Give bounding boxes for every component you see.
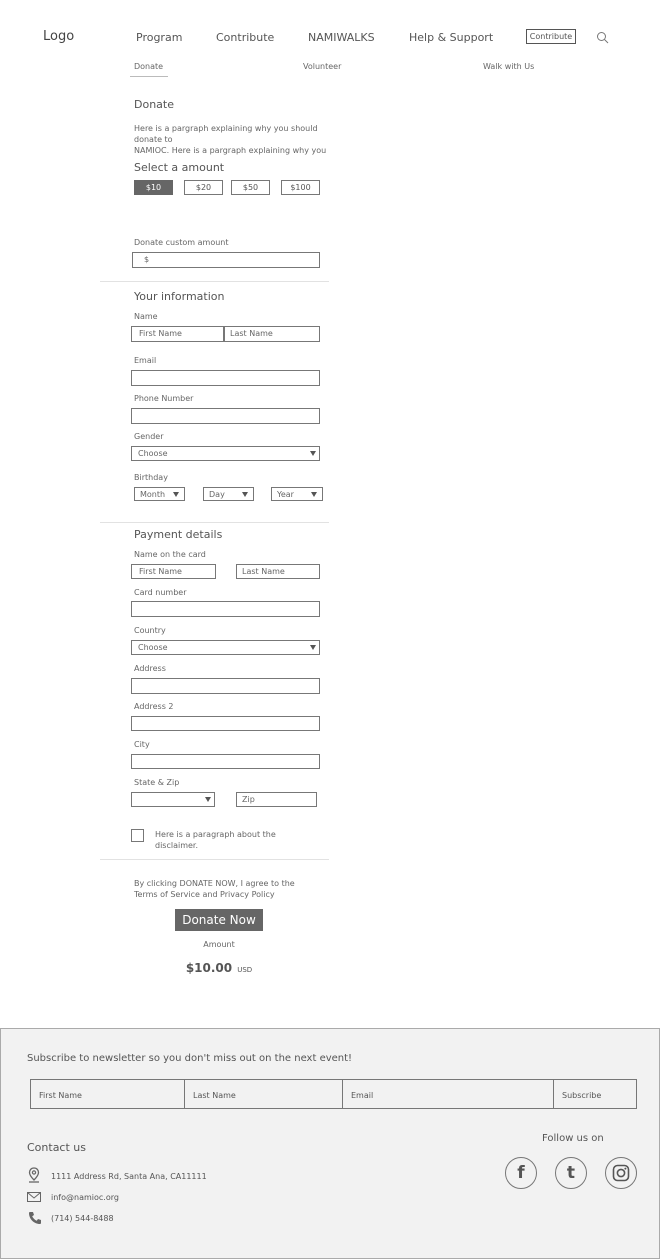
contribute-button[interactable]: Contribute <box>526 29 576 44</box>
disclaimer-checkbox[interactable] <box>131 829 144 842</box>
subnav-active-underline <box>130 76 168 77</box>
country-chevron-down-icon <box>310 645 316 650</box>
donate-paragraph-line-2: donate to <box>134 135 173 144</box>
donate-paragraph-line-1: Here is a pargraph explaining why you should <box>134 124 318 133</box>
phone-label: Phone Number <box>134 394 194 403</box>
address2-input[interactable] <box>131 716 320 731</box>
payment-title: Payment details <box>134 528 223 541</box>
state-select[interactable] <box>131 792 215 807</box>
facebook-icon[interactable] <box>505 1157 537 1189</box>
contact-address: 1111 Address Rd, Santa Ana, CA11111 <box>51 1172 207 1181</box>
divider <box>100 522 329 523</box>
instagram-glyph <box>612 1164 630 1182</box>
gender-label: Gender <box>134 432 164 441</box>
amount-option-50[interactable]: $50 <box>231 180 270 195</box>
city-label: City <box>134 740 150 749</box>
city-input[interactable] <box>131 754 320 769</box>
birthday-month-value: Month <box>140 490 166 499</box>
card-first-name-placeholder: First Name <box>139 567 182 576</box>
day-chevron-down-icon <box>242 492 248 497</box>
nav-item-contribute[interactable]: Contribute <box>216 31 275 44</box>
email-label: Email <box>134 356 157 365</box>
nav-item-program[interactable]: Program <box>136 31 183 44</box>
subscribe-label: Subscribe <box>562 1091 602 1100</box>
newsletter-last-name-placeholder: Last Name <box>193 1091 236 1100</box>
nav-item-help-support[interactable]: Help & Support <box>409 31 494 44</box>
card-number-input[interactable] <box>131 601 320 617</box>
disclaimer-line-1: Here is a paragraph about the <box>155 830 276 839</box>
nav-item-namiwalks[interactable]: NAMIWALKS <box>308 31 375 44</box>
year-chevron-down-icon <box>311 492 317 497</box>
email-input[interactable] <box>131 370 320 386</box>
address-label: Address <box>134 664 166 673</box>
info-title: Your information <box>134 290 225 303</box>
facebook-glyph: f <box>517 1163 525 1183</box>
newsletter-last-name-input[interactable] <box>184 1079 343 1109</box>
month-chevron-down-icon <box>173 492 179 497</box>
first-name-placeholder: First Name <box>139 329 182 338</box>
donate-title: Donate <box>134 98 174 111</box>
name-label: Name <box>134 312 158 321</box>
gender-chevron-down-icon <box>310 451 316 456</box>
amount-label: Amount <box>203 940 235 949</box>
last-name-placeholder: Last Name <box>230 329 273 338</box>
twitter-glyph: t <box>566 1163 576 1183</box>
select-amount-label: Select a amount <box>134 161 225 174</box>
amount-option-20[interactable]: $20 <box>184 180 223 195</box>
amount-currency: USD <box>237 966 253 974</box>
contact-phone: (714) 544-8488 <box>51 1214 114 1223</box>
mail-icon <box>27 1192 41 1202</box>
newsletter-first-name-placeholder: First Name <box>39 1091 82 1100</box>
address2-label: Address 2 <box>134 702 174 711</box>
address-input[interactable] <box>131 678 320 694</box>
birthday-label: Birthday <box>134 473 168 482</box>
disclaimer-line-2: disclaimer. <box>155 841 199 850</box>
card-name-label: Name on the card <box>134 550 206 559</box>
phone-input[interactable] <box>131 408 320 424</box>
divider <box>100 859 329 860</box>
agree-line-1: By clicking DONATE NOW, I agree to the <box>134 879 295 888</box>
location-icon <box>28 1167 40 1183</box>
birthday-day-value: Day <box>209 490 225 499</box>
twitter-icon[interactable] <box>555 1157 587 1189</box>
amount-value: $10.00 <box>185 961 233 975</box>
instagram-icon[interactable] <box>605 1157 637 1189</box>
newsletter-email-input[interactable] <box>342 1079 554 1109</box>
contact-title: Contact us <box>27 1141 86 1154</box>
donate-paragraph-line-3: NAMIOC. Here is a pargraph explaining why you <box>134 146 327 155</box>
newsletter-first-name-input[interactable] <box>30 1079 185 1109</box>
search-icon[interactable] <box>596 31 609 44</box>
subscribe-button[interactable] <box>553 1079 637 1109</box>
divider <box>100 281 329 282</box>
country-label: Country <box>134 626 166 635</box>
amount-total <box>150 957 288 976</box>
follow-us-label: Follow us on <box>542 1133 604 1144</box>
subnav-donate[interactable]: Donate <box>134 62 164 71</box>
subnav-volunteer[interactable]: Volunteer <box>303 62 342 71</box>
state-zip-label: State & Zip <box>134 778 180 787</box>
gender-value: Choose <box>138 449 168 458</box>
contact-email[interactable]: info@namioc.org <box>51 1193 119 1202</box>
custom-amount-prefix: $ <box>144 255 150 264</box>
donate-now-button[interactable]: Donate Now <box>175 909 263 931</box>
country-value: Choose <box>138 643 168 652</box>
state-chevron-down-icon <box>205 797 211 802</box>
amount-option-10[interactable]: $10 <box>134 180 173 195</box>
custom-amount-input[interactable] <box>132 252 320 268</box>
custom-amount-label: Donate custom amount <box>134 238 229 247</box>
newsletter-email-placeholder: Email <box>351 1091 374 1100</box>
birthday-year-value: Year <box>277 490 294 499</box>
newsletter-text: Subscribe to newsletter so you don't miss out on the next event! <box>27 1053 353 1064</box>
card-number-label: Card number <box>134 588 187 597</box>
logo[interactable]: Logo <box>43 29 75 44</box>
card-last-name-placeholder: Last Name <box>242 567 285 576</box>
zip-placeholder: Zip <box>242 795 255 804</box>
subnav-walk-with-us[interactable]: Walk with Us <box>483 62 535 71</box>
amount-option-100[interactable]: $100 <box>281 180 320 195</box>
agree-line-2: Terms of Service and Privacy Policy <box>134 890 275 899</box>
phone-icon <box>28 1211 42 1225</box>
